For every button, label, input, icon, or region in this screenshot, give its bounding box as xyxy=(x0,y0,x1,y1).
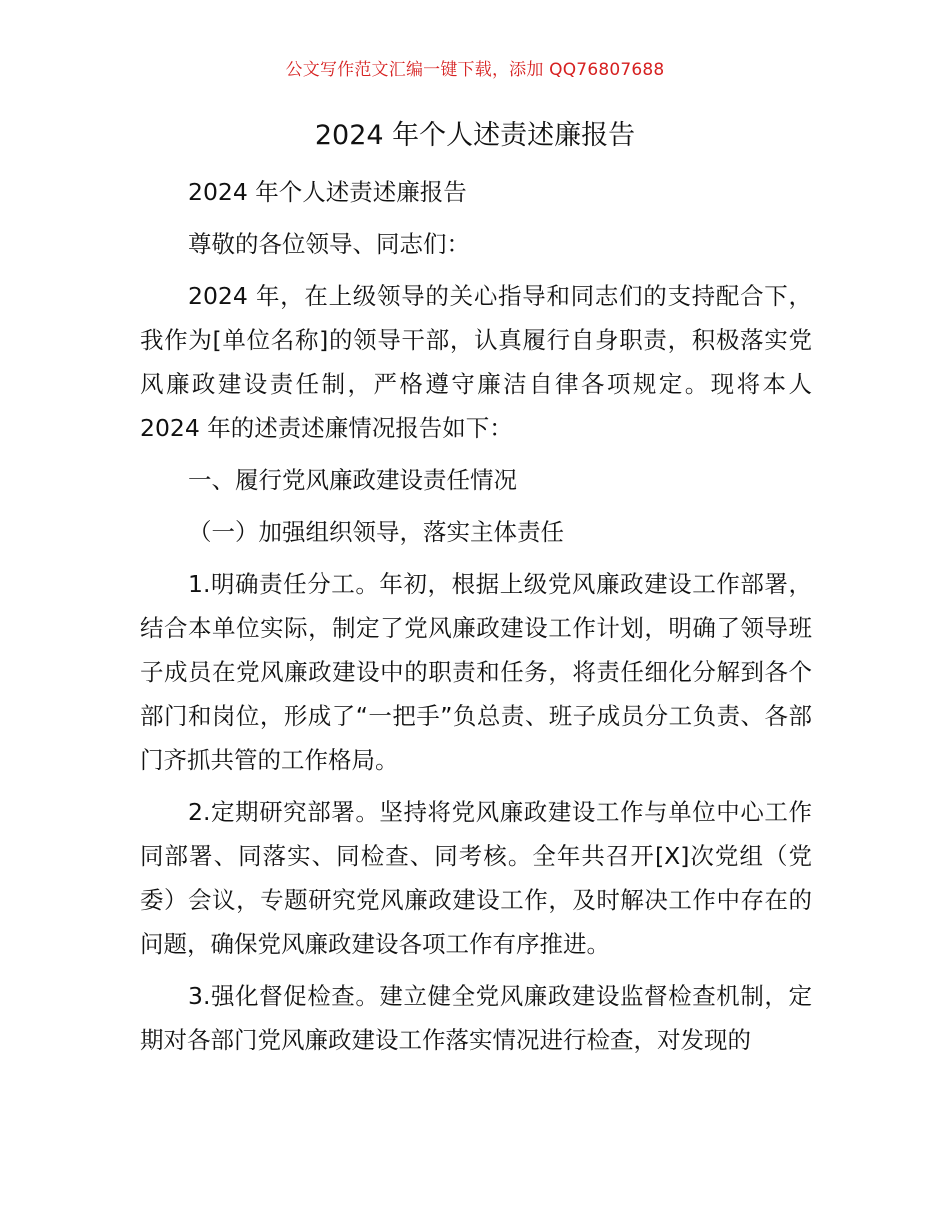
subsection-heading: （一）加强组织领导，落实主体责任 xyxy=(188,518,564,546)
intro-paragraph: 2024 年，在上级领导的关心指导和同志们的支持配合下，我作为[单位名称]的领导干部，认真履行自身职责，积极落实党风廉政建设责任制，严格遵守廉洁自律各项规定。现将本人 2024 年的述责述廉情况报告如下： xyxy=(140,282,812,442)
section-heading: 一、履行党风廉政建设责任情况 xyxy=(188,466,517,494)
document-title: 2024 年个人述责述廉报告 xyxy=(314,120,636,151)
document-body xyxy=(140,170,812,1070)
salutation-paragraph: 尊敬的各位领导、同志们： xyxy=(188,230,470,258)
body-paragraph: 3.强化督促检查。建立健全党风廉政建设监督检查机制，定期对各部门党风廉政建设工作落实情况进行检查，对发现的 xyxy=(140,982,812,1054)
body-paragraph: 1.明确责任分工。年初，根据上级党风廉政建设工作部署，结合本单位实际，制定了党风廉政建设工作计划，明确了领导班子成员在党风廉政建设中的职责和任务，将责任细化分解到各个部门和岗位，形成了“一把手”负总责、班子成员分工负责、各部门齐抓共管的工作格局。 xyxy=(140,570,812,774)
subtitle-paragraph: 2024 年个人述责述廉报告 xyxy=(188,178,467,206)
promo-banner: 公文写作范文汇编一键下载，添加 QQ76807688 xyxy=(285,60,665,80)
body-paragraph: 2.定期研究部署。坚持将党风廉政建设工作与单位中心工作同部署、同落实、同检查、同考核。全年共召开[X]次党组（党委）会议，专题研究党风廉政建设工作，及时解决工作中存在的问题，确保党风廉政建设各项工作有序推进。 xyxy=(140,798,812,958)
